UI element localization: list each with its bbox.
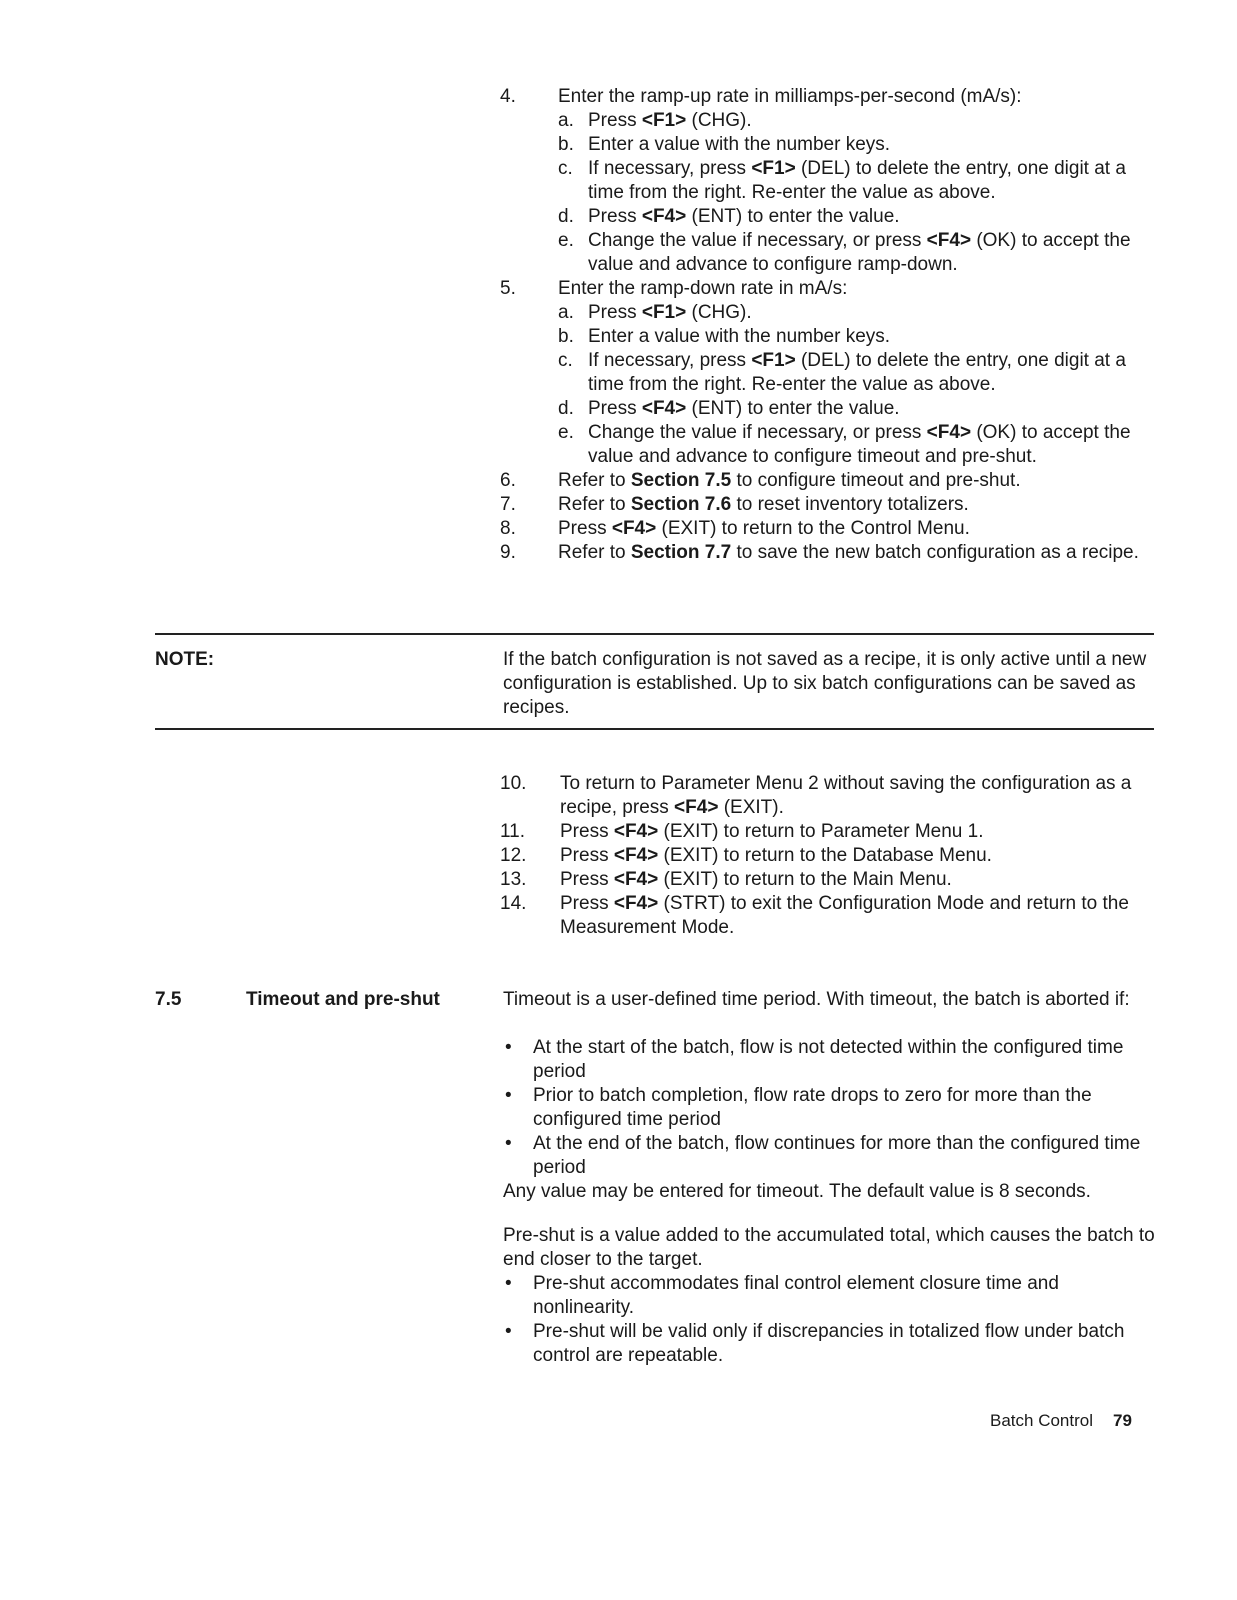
- substep-list: [558, 301, 1160, 469]
- key-label: <F1>: [641, 302, 687, 323]
- substep-text: If necessary, press: [588, 158, 752, 179]
- substep-item: [558, 397, 1160, 421]
- substep-letter: b.: [558, 326, 574, 347]
- step-number: 5.: [500, 278, 516, 299]
- bullet-text: Pre-shut accommodates final control element closure time and nonlinearity.: [533, 1273, 1059, 1318]
- steps-list-bottom: [500, 772, 1160, 940]
- step-text: (EXIT).: [718, 797, 784, 818]
- substep-letter: a.: [558, 302, 574, 323]
- steps-list-top: [500, 85, 1160, 565]
- step-item: [500, 541, 1160, 565]
- step-item: [500, 820, 1160, 844]
- substep-text: Change the value if necessary, or press: [588, 422, 927, 443]
- substep-letter: c.: [558, 350, 573, 371]
- section-reference: Section 7.6: [630, 494, 732, 515]
- substep-letter: e.: [558, 230, 574, 251]
- step-text: Press: [560, 821, 614, 842]
- step-text: Enter the ramp-down rate in mA/s:: [558, 278, 848, 299]
- step-text: (STRT) to exit the Configuration Mode and return to the Measurement Mode.: [560, 893, 1129, 938]
- key-label: <F4>: [611, 518, 657, 539]
- substep-letter: b.: [558, 134, 574, 155]
- key-label: <F4>: [641, 206, 687, 227]
- bullet-text: Prior to batch completion, flow rate drops to zero for more than the configured time period: [533, 1085, 1092, 1130]
- step-item: [500, 892, 1160, 940]
- substep-item: [558, 301, 1160, 325]
- bullet-dot: •: [505, 1085, 512, 1106]
- section-reference: Section 7.7: [630, 542, 732, 563]
- substep-item: [558, 421, 1160, 469]
- note-text: If the batch configuration is not saved as a recipe, it is only active until a new configuration is established. Up to six batch configurations can be saved as recipes.: [503, 649, 1147, 718]
- section-title: Timeout and pre-shut: [246, 989, 440, 1010]
- timeout-bullet-list: [503, 1036, 1155, 1180]
- substep-item: [558, 325, 1160, 349]
- step-text: (EXIT) to return to the Control Menu.: [656, 518, 970, 539]
- step-number: 9.: [500, 542, 516, 563]
- step-text: to configure timeout and pre-shut.: [731, 470, 1021, 491]
- step-item: [500, 517, 1160, 541]
- key-label: <F1>: [641, 110, 687, 131]
- key-label: <F4>: [641, 398, 687, 419]
- timeout-intro: Timeout is a user-defined time period. With timeout, the batch is aborted if:: [503, 989, 1130, 1010]
- step-number: 11.: [500, 821, 526, 842]
- substep-item: [558, 133, 1160, 157]
- step-item: [500, 844, 1160, 868]
- footer-label: Batch Control: [990, 1411, 1093, 1430]
- substep-item: [558, 229, 1160, 277]
- note-label: NOTE:: [155, 649, 215, 670]
- section-reference: Section 7.5: [630, 470, 732, 491]
- bullet-item: [503, 1036, 1155, 1084]
- step-number: 13.: [500, 869, 527, 890]
- step-text: to reset inventory totalizers.: [731, 494, 969, 515]
- step-text: Press: [560, 869, 614, 890]
- step-text: (EXIT) to return to the Database Menu.: [658, 845, 992, 866]
- bullet-dot: •: [505, 1133, 512, 1154]
- substep-text: Change the value if necessary, or press: [588, 230, 927, 251]
- step-number: 8.: [500, 518, 516, 539]
- substep-letter: d.: [558, 398, 574, 419]
- substep-text: (ENT) to enter the value.: [686, 206, 900, 227]
- substep-letter: c.: [558, 158, 573, 179]
- step-text: Refer to: [558, 542, 631, 563]
- substep-item: [558, 109, 1160, 133]
- section-number: 7.5: [155, 989, 182, 1010]
- substep-letter: a.: [558, 110, 574, 131]
- bullet-item: [503, 1084, 1155, 1132]
- substep-text: Press: [588, 302, 642, 323]
- page-number: 79: [1113, 1411, 1132, 1430]
- bullet-dot: •: [505, 1273, 512, 1294]
- step-text: (EXIT) to return to Parameter Menu 1.: [658, 821, 984, 842]
- step-number: 4.: [500, 86, 516, 107]
- bullet-dot: •: [505, 1037, 512, 1058]
- substep-text: Press: [588, 110, 642, 131]
- key-label: <F1>: [751, 350, 796, 371]
- substep-item: [558, 205, 1160, 229]
- bullet-item: [503, 1272, 1155, 1320]
- step-number: 6.: [500, 470, 516, 491]
- step-text: Refer to: [558, 470, 631, 491]
- key-label: <F4>: [613, 869, 659, 890]
- substep-text: Enter a value with the number keys.: [588, 326, 891, 347]
- substep-text: (ENT) to enter the value.: [686, 398, 900, 419]
- step-number: 14.: [500, 893, 527, 914]
- step-number: 7.: [500, 494, 516, 515]
- note-top-rule: [155, 633, 1154, 635]
- note-bottom-rule: [155, 728, 1154, 730]
- step-item: [500, 469, 1160, 493]
- substep-text: Press: [588, 206, 642, 227]
- step-text: Press: [560, 845, 614, 866]
- step-text: Refer to: [558, 494, 631, 515]
- bullet-dot: •: [505, 1321, 512, 1342]
- bullet-item: [503, 1320, 1155, 1368]
- step-item: [500, 868, 1160, 892]
- substep-text: If necessary, press: [588, 350, 752, 371]
- bullet-item: [503, 1132, 1155, 1180]
- preshut-bullet-list: [503, 1272, 1155, 1368]
- step-number: 10.: [500, 773, 527, 794]
- step-text: to save the new batch configuration as a recipe.: [731, 542, 1139, 563]
- substep-item: [558, 157, 1160, 205]
- step-item: [500, 493, 1160, 517]
- step-item: [500, 772, 1160, 820]
- substep-text: Enter a value with the number keys.: [588, 134, 891, 155]
- substep-letter: e.: [558, 422, 574, 443]
- step-text: Enter the ramp-up rate in milliamps-per-second (mA/s):: [558, 86, 1022, 107]
- bullet-text: At the end of the batch, flow continues for more than the configured time period: [533, 1133, 1141, 1178]
- preshut-intro: Pre-shut is a value added to the accumulated total, which causes the batch to end closer to the target.: [503, 1225, 1155, 1270]
- substep-text: (CHG).: [686, 302, 752, 323]
- timeout-default-text: Any value may be entered for timeout. The default value is 8 seconds.: [503, 1181, 1091, 1202]
- substep-list: [558, 109, 1160, 277]
- substep-text: (OK) to accept the value and advance to configure ramp-down.: [588, 230, 1131, 275]
- bullet-text: At the start of the batch, flow is not detected within the configured time period: [533, 1037, 1124, 1082]
- substep-text: (DEL) to delete the entry, one digit at a time from the right. Re-enter the value as above.: [588, 158, 1126, 203]
- key-label: <F1>: [751, 158, 796, 179]
- bullet-text: Pre-shut will be valid only if discrepancies in totalized flow under batch control are repeatable.: [533, 1321, 1125, 1366]
- substep-text: (DEL) to delete the entry, one digit at a time from the right. Re-enter the value as above.: [588, 350, 1126, 395]
- step-item: [500, 85, 1160, 277]
- page-footer: [990, 1409, 1132, 1433]
- key-label: <F4>: [674, 797, 719, 818]
- step-text: Press: [560, 893, 614, 914]
- key-label: <F4>: [613, 893, 659, 914]
- step-text: To return to Parameter Menu 2 without saving the configuration as a recipe, press: [560, 773, 1132, 818]
- key-label: <F4>: [613, 821, 659, 842]
- key-label: <F4>: [613, 845, 659, 866]
- key-label: <F4>: [926, 422, 972, 443]
- step-text: (EXIT) to return to the Main Menu.: [658, 869, 952, 890]
- substep-letter: d.: [558, 206, 574, 227]
- step-item: [500, 277, 1160, 469]
- substep-text: (CHG).: [686, 110, 752, 131]
- step-text: Press: [558, 518, 612, 539]
- substep-text: (OK) to accept the value and advance to configure timeout and pre-shut.: [588, 422, 1131, 467]
- key-label: <F4>: [926, 230, 972, 251]
- substep-item: [558, 349, 1160, 397]
- step-number: 12.: [500, 845, 527, 866]
- substep-text: Press: [588, 398, 642, 419]
